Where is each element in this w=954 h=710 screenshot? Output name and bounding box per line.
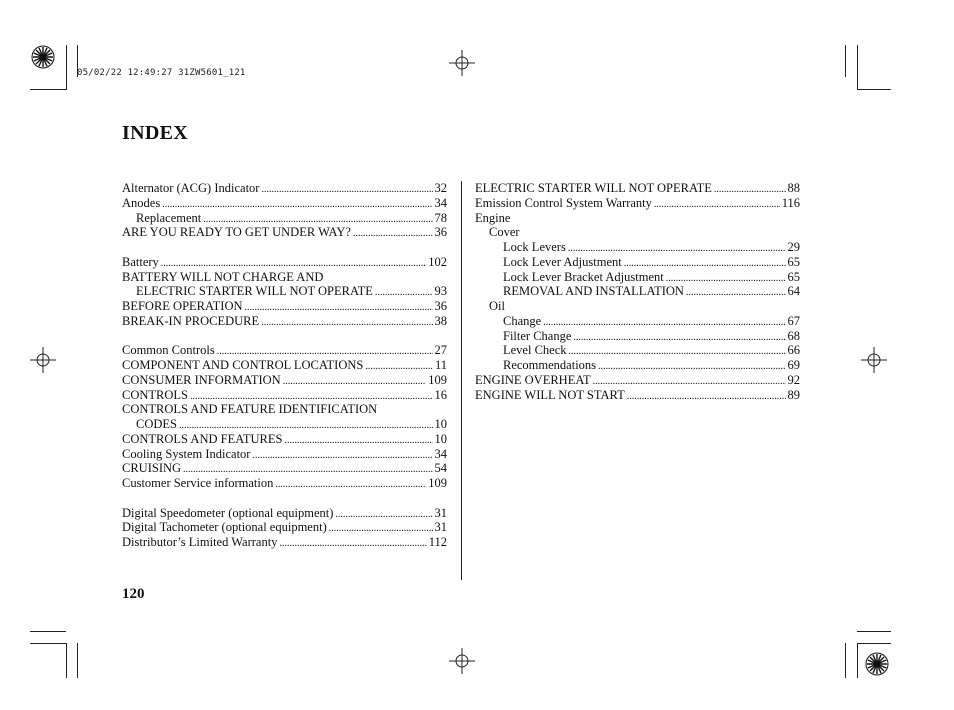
- index-entry-page: 36: [434, 225, 447, 240]
- index-entry-label: Common Controls: [122, 343, 215, 358]
- index-entry-page: 109: [428, 476, 447, 490]
- registration-crosshair-left-icon: [30, 347, 56, 373]
- index-entry: [475, 255, 800, 270]
- printer-rosette-bottom-right-icon: [865, 652, 889, 676]
- registration-crosshair-right-icon: [861, 347, 887, 373]
- index-spacer: [122, 329, 447, 344]
- index-entry-label: Replacement: [136, 210, 202, 225]
- index-entry-page: 38: [434, 313, 447, 328]
- dot-leader: [627, 390, 786, 405]
- column-divider: [461, 181, 462, 580]
- dot-leader: [335, 508, 432, 523]
- index-entry-label: Digital Speedometer (optional equipment): [122, 505, 334, 520]
- index-entry-page: 89: [787, 387, 800, 402]
- index-entry: [122, 447, 447, 462]
- index-entry: [122, 432, 447, 447]
- index-entry-label: Distributor’s Limited Warranty: [122, 535, 278, 549]
- dot-leader: [284, 434, 432, 449]
- dot-leader: [543, 316, 785, 331]
- dot-leader: [275, 478, 426, 493]
- index-entry: [122, 343, 447, 358]
- index-entry-label: REMOVAL AND INSTALLATION: [503, 284, 684, 299]
- index-entry-label: Change: [503, 313, 542, 328]
- index-entry-page: 69: [787, 358, 800, 372]
- index-spacer: [122, 240, 447, 255]
- index-entry-label: Alternator (ACG) Indicator: [122, 181, 260, 195]
- index-entry: [122, 476, 447, 491]
- index-entry-label: CONSUMER INFORMATION: [122, 372, 281, 387]
- index-entry-page: 11: [434, 358, 447, 372]
- index-entry-page: 34: [434, 195, 447, 210]
- index-entry: [475, 343, 800, 358]
- index-entry-page: 109: [428, 372, 447, 387]
- dot-leader: [261, 183, 432, 198]
- registration-crosshair-top-icon: [449, 50, 475, 76]
- index-entry-label: CRUISING: [122, 461, 182, 476]
- index-entry-label: Customer Service information: [122, 476, 274, 490]
- index-entry-page: 31: [434, 520, 447, 535]
- index-entry-label: ENGINE WILL NOT START: [475, 387, 625, 402]
- printer-rosette-top-left-icon: [31, 45, 55, 69]
- index-entry-page: 10: [434, 431, 447, 446]
- index-entry-page: 64: [787, 284, 800, 299]
- print-timestamp: 05/02/22 12:49:27 31ZW5601_121: [77, 68, 246, 78]
- index-entry-page: 88: [787, 181, 800, 195]
- index-entry: [122, 506, 447, 521]
- index-entry-page: 16: [434, 387, 447, 402]
- index-entry: [122, 358, 447, 373]
- index-entry-page: 93: [434, 284, 447, 299]
- dot-leader: [283, 375, 427, 390]
- index-entry-label: CODES: [136, 417, 177, 431]
- index-entry-page: 31: [434, 505, 447, 520]
- index-entry-page: 102: [428, 254, 447, 269]
- index-entry-page: 54: [434, 461, 447, 476]
- index-entry: [122, 417, 447, 432]
- index-entry-label: Recommendations: [503, 358, 597, 372]
- index-entry-page: 29: [787, 240, 800, 254]
- index-entry-page: 10: [434, 417, 447, 431]
- index-entry-page: 27: [434, 343, 447, 358]
- dot-leader: [365, 360, 433, 375]
- index-entry: [475, 314, 800, 329]
- index-entry: [122, 211, 447, 226]
- index-heading: Engine: [475, 210, 511, 225]
- dot-leader: [261, 316, 432, 331]
- index-entry-page: 92: [787, 372, 800, 387]
- index-column-right: [475, 181, 800, 402]
- index-entry: [122, 373, 447, 388]
- registration-crosshair-bottom-icon: [449, 648, 475, 674]
- dot-leader: [686, 286, 786, 301]
- index-heading: CONTROLS AND FEATURE IDENTIFICATION: [122, 402, 378, 417]
- index-entry-label: CONTROLS AND FEATURES: [122, 431, 283, 446]
- index-entry-label: Cooling System Indicator: [122, 446, 251, 461]
- index-entry-label: Lock Lever Adjustment: [503, 254, 622, 269]
- page-title: INDEX: [122, 122, 188, 144]
- index-entry: [475, 373, 800, 388]
- index-entry: [122, 196, 447, 211]
- index-entry-page: 116: [781, 195, 800, 210]
- index-entry-label: Emission Control System Warranty: [475, 195, 652, 210]
- index-entry-label: Filter Change: [503, 328, 572, 343]
- index-entry-label: COMPONENT AND CONTROL LOCATIONS: [122, 358, 364, 372]
- index-entry-label: ARE YOU READY TO GET UNDER WAY?: [122, 225, 351, 240]
- dot-leader: [573, 331, 785, 346]
- index-entry-page: 112: [428, 535, 447, 549]
- dot-leader: [245, 301, 433, 316]
- dot-leader: [654, 198, 780, 213]
- index-entry: [475, 181, 800, 196]
- index-spacer: [122, 491, 447, 506]
- index-entry: [122, 284, 447, 299]
- index-entry-label: Battery: [122, 254, 159, 269]
- index-entry-label: Digital Tachometer (optional equipment): [122, 520, 327, 535]
- index-entry-label: ELECTRIC STARTER WILL NOT OPERATE: [475, 181, 712, 195]
- dot-leader: [353, 227, 433, 242]
- index-entry-label: BREAK-IN PROCEDURE: [122, 313, 260, 328]
- index-entry-label: ELECTRIC STARTER WILL NOT OPERATE: [136, 284, 373, 299]
- index-entry: [122, 181, 447, 196]
- index-entry: [475, 240, 800, 255]
- index-entry-page: 78: [434, 210, 447, 225]
- index-entry-label: BEFORE OPERATION: [122, 299, 243, 313]
- dot-leader: [714, 183, 786, 198]
- index-entry: [122, 535, 447, 550]
- dot-leader: [375, 286, 433, 301]
- dot-leader: [569, 345, 786, 360]
- index-entry-page: 67: [787, 313, 800, 328]
- index-entry-page: 65: [787, 269, 800, 284]
- index-entry-label: Anodes: [122, 195, 161, 210]
- index-entry: [475, 196, 800, 211]
- index-entry-label: ENGINE OVERHEAT: [475, 372, 591, 387]
- index-entry: [122, 299, 447, 314]
- index-entry-page: 65: [787, 254, 800, 269]
- index-entry-page: 34: [434, 446, 447, 461]
- index-entry: [475, 388, 800, 403]
- index-entry: [475, 358, 800, 373]
- dot-leader: [598, 360, 785, 375]
- index-entry: [475, 284, 800, 299]
- index-entry-page: 66: [787, 343, 800, 358]
- index-entry-page: 68: [787, 328, 800, 343]
- index-entry: [122, 255, 447, 270]
- dot-leader: [279, 537, 426, 552]
- index-entry: [122, 461, 447, 476]
- index-entry-label: CONTROLS: [122, 387, 188, 402]
- dot-leader: [162, 198, 432, 213]
- index-entry: [122, 388, 447, 403]
- index-heading: Oil: [489, 299, 505, 313]
- index-entry-label: Lock Levers: [503, 240, 566, 254]
- index-entry-page: 36: [434, 299, 447, 313]
- index-entry-label: Level Check: [503, 343, 567, 358]
- index-entry: [122, 314, 447, 329]
- index-entry-page: 32: [434, 181, 447, 195]
- index-heading: Cover: [489, 225, 520, 240]
- index-heading: BATTERY WILL NOT CHARGE AND: [122, 269, 324, 284]
- dot-leader: [329, 522, 433, 537]
- index-entry: [475, 329, 800, 344]
- index-entry: [122, 520, 447, 535]
- page-number: 120: [122, 586, 145, 602]
- index-entry-label: Lock Lever Bracket Adjustment: [503, 269, 664, 284]
- index-column-left: [122, 181, 447, 550]
- index-entry: [475, 270, 800, 285]
- index-entry: [122, 225, 447, 240]
- dot-leader: [252, 449, 432, 464]
